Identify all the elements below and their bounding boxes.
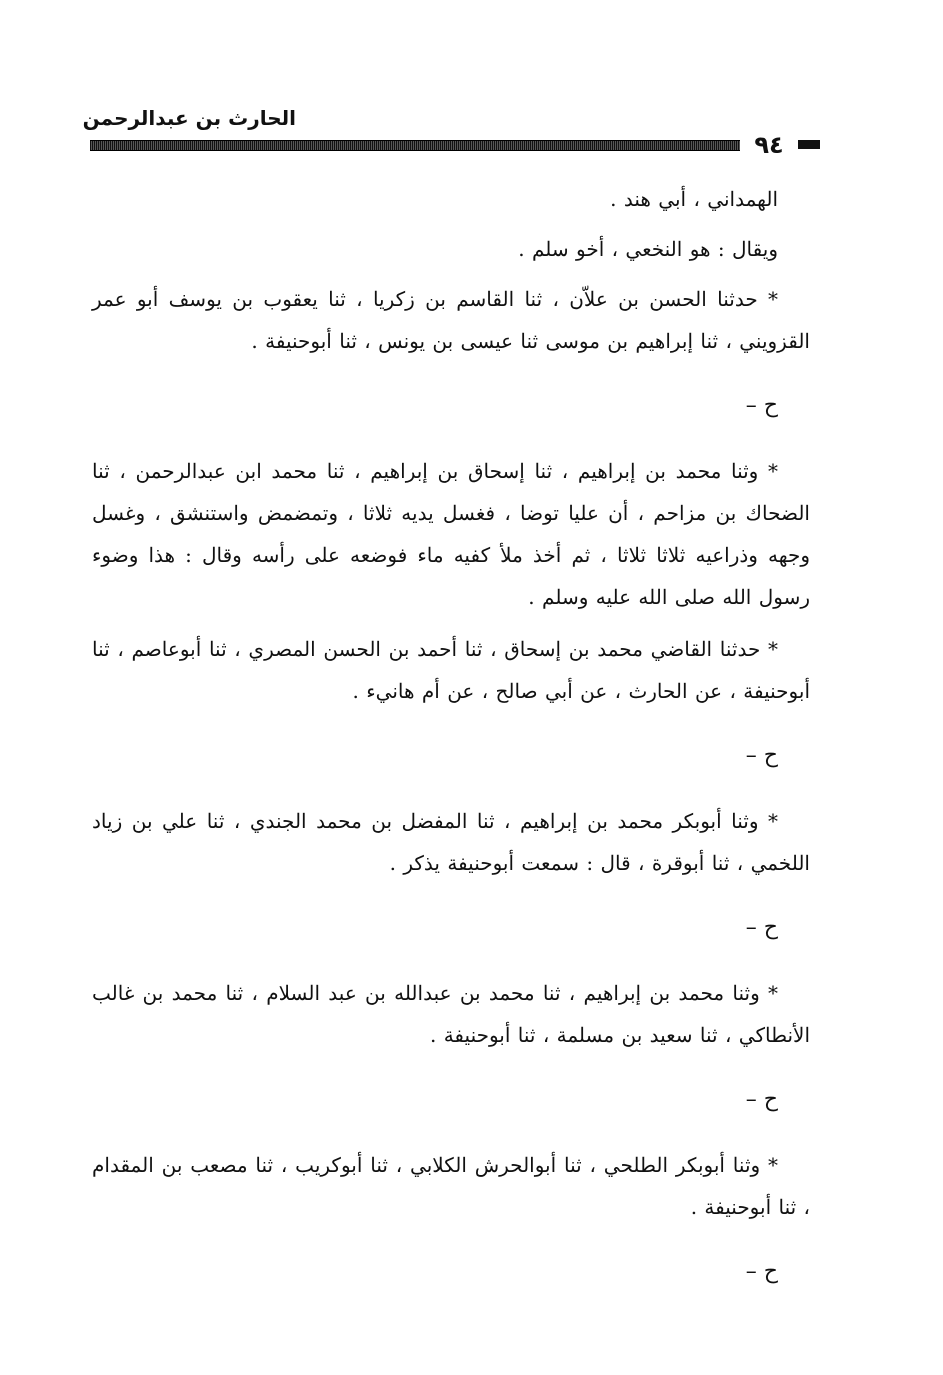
paragraph-5: * حدثنا القاضي محمد بن إسحاق ، ثنا أحمد بن الحسن المصري ، ثنا أبوعاصم ، ثنا أبوحنيفة ، عن الحارث ، عن أبي صالح ، عن أم هانيء . [92,637,810,703]
paragraph-4: * وثنا محمد بن إبراهيم ، ثنا إسحاق بن إبراهيم ، ثنا محمد ابن عبدالرحمن ، ثنا الضحاك بن مزاحم ، أن عليا توضا ، فغسل يديه ثلاثا ، وتمضمض واستنشق ، وغسل وجهه وذراعيه ثلاثا ثلاثا ، ثم أخذ ملأ كفيه ماء فوضعه على رأسه وقال : هذا وضوء رسول الله صلى الله عليه وسلم . [92,459,810,609]
paragraph-3: * حدثنا الحسن بن علاّن ، ثنا القاسم بن زكريا ، ثنا يعقوب بن يوسف أبو عمر القزويني ، ثنا إبراهيم بن موسى ثنا عيسى بن يونس ، ثنا أبوحنيفة . [92,287,810,353]
paragraph-7: * وثنا محمد بن إبراهيم ، ثنا محمد بن عبدالله بن عبد السلام ، ثنا محمد بن غالب الأنطاكي ، ثنا سعيد بن مسلمة ، ثنا أبوحنيفة . [92,981,810,1047]
running-title: الحارث بن عبدالرحمن [82,106,296,130]
header-rule [90,140,740,151]
tahwil-mark-2: ح – [745,743,778,768]
tahwil-mark-5: ح – [745,1259,778,1284]
paragraph-6: * وثنا أبوبكر محمد بن إبراهيم ، ثنا المفضل بن محمد الجندي ، ثنا علي بن زياد اللخمي ، ثنا أبوقرة ، قال : سمعت أبوحنيفة يذكر . [92,809,810,875]
tahwil-mark-4: ح – [745,1087,778,1112]
paragraph-1: الهمداني ، أبي هند . [610,187,778,211]
tahwil-mark-1: ح – [745,393,778,418]
paragraph-8: * وثنا أبوبكر الطلحي ، ثنا أبوالحرش الكلابي ، ثنا أبوكريب ، ثنا مصعب بن المقدام ، ثنا أبوحنيفة . [92,1153,810,1219]
page-number: ٩٤ [754,131,784,159]
header-rule-end [798,140,820,149]
tahwil-mark-3: ح – [745,915,778,940]
paragraph-2: ويقال : هو النخعي ، أخو سلم . [518,237,778,261]
page-body [92,178,810,1316]
